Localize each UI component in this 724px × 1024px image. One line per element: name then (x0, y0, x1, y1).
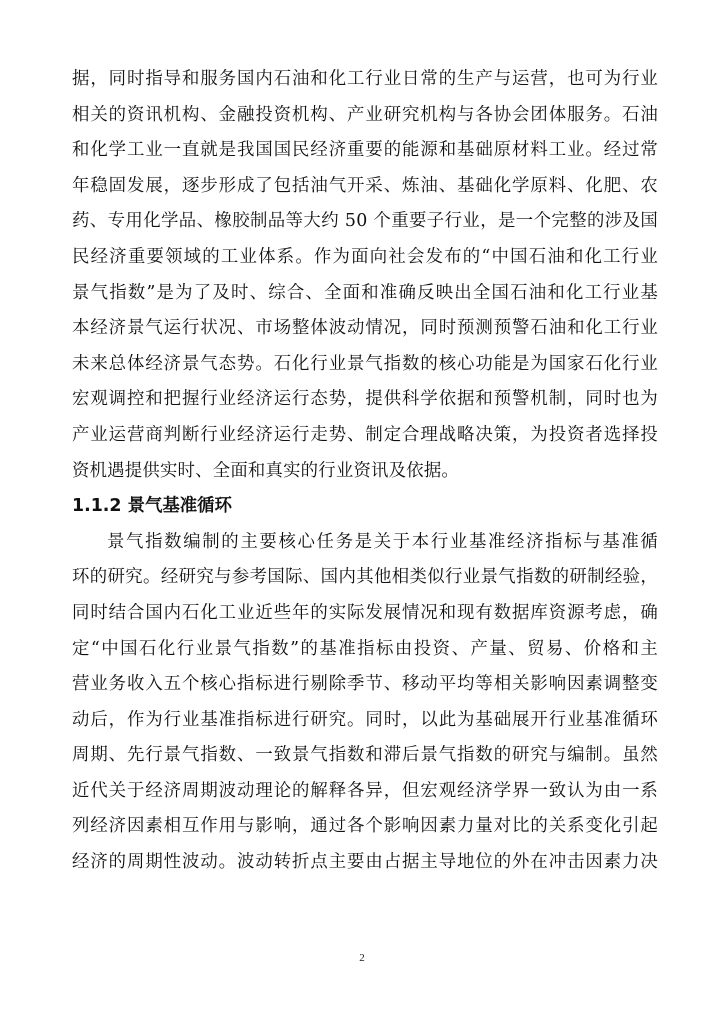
paragraph-line: 动后，作为行业基准指标进行研究。同时，以此为基础展开行业基准循环 (72, 709, 658, 730)
paragraph-line: 环的研究。经研究与参考国际、国内其他相类似行业景气指数的研制经验， (72, 567, 658, 588)
paragraph-line: 定“中国石化行业景气指数”的基准指标由投资、产量、贸易、价格和主 (72, 638, 658, 659)
paragraph-line: 周期、先行景气指数、一致景气指数和滞后景气指数的研究与编制。虽然 (72, 745, 658, 766)
paragraph-line: 相关的资讯机构、金融投资机构、产业研究机构与各协会团体服务。石油 (72, 104, 658, 125)
paragraph-line: 宏观调控和把握行业经济运行态势，提供科学依据和预警机制，同时也为 (72, 389, 658, 410)
paragraph-line: 景气指数”是为了及时、综合、全面和准确反映出全国石油和化工行业基 (72, 282, 658, 303)
paragraph-line: 营业务收入五个核心指标进行剔除季节、移动平均等相关影响因素调整变 (72, 674, 658, 695)
paragraph-line: 未来总体经济景气态势。石化行业景气指数的核心功能是为国家石化行业 (72, 353, 658, 374)
section-heading: 1.1.2 景气基准循环 (72, 496, 232, 517)
paragraph-line: 药、专用化学品、橡胶制品等大约 50 个重要子行业，是一个完整的涉及国 (72, 211, 658, 232)
paragraph-line: 产业运营商判断行业经济运行走势、制定合理战略决策，为投资者选择投 (72, 424, 658, 445)
paragraph-line: 经济的周期性波动。波动转折点主要由占据主导地位的外在冲击因素力决 (72, 852, 658, 873)
paragraph-line: 同时结合国内石化工业近些年的实际发展情况和现有数据库资源考虑，确 (72, 602, 658, 623)
paragraph-line: 列经济因素相互作用与影响，通过各个影响因素力量对比的关系变化引起 (72, 816, 658, 837)
paragraph-line: 资机遇提供实时、全面和真实的行业资讯及依据。 (72, 460, 459, 481)
paragraph-line: 近代关于经济周期波动理论的解释各异，但宏观经济学界一致认为由一系 (72, 780, 658, 801)
document-page (72, 62, 658, 881)
paragraph-2 (72, 525, 658, 881)
paragraph-line: 本经济景气运行状况、市场整体波动情况，同时预测预警石油和化工行业 (72, 318, 658, 339)
paragraph-1 (72, 62, 658, 489)
page-number: 2 (359, 952, 365, 964)
paragraph-line: 景气指数编制的主要核心任务是关于本行业基准经济指标与基准循 (107, 531, 658, 552)
paragraph-line: 民经济重要领域的工业体系。作为面向社会发布的“中国石油和化工行业 (72, 246, 658, 267)
paragraph-line: 据，同时指导和服务国内石油和化工行业日常的生产与运营，也可为行业 (72, 69, 658, 89)
paragraph-line: 和化学工业一直就是我国国民经济重要的能源和基础原材料工业。经过常 (72, 140, 658, 161)
paragraph-line: 年稳固发展，逐步形成了包括油气开采、炼油、基础化学原料、化肥、农 (72, 175, 658, 196)
